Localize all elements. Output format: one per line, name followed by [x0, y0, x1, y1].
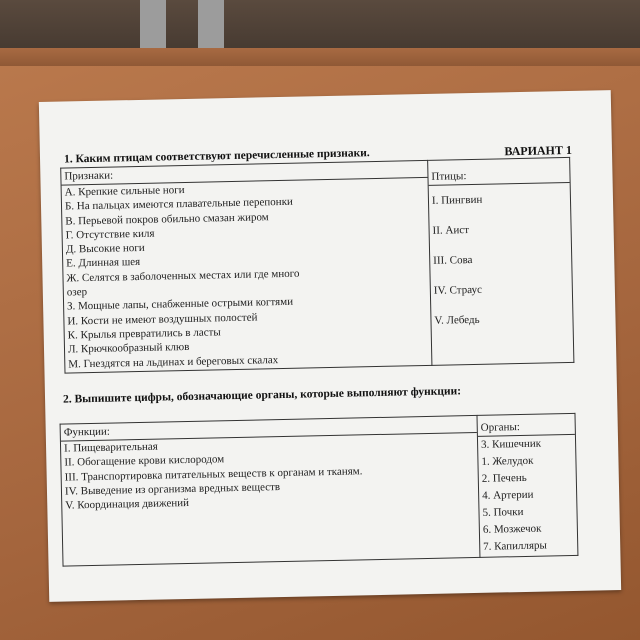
task1-title: 1. Каким птицам соответствуют перечисленные признаки. [63, 147, 370, 166]
feature-item: Д. Высокие ноги [65, 242, 145, 256]
feature-item: М. Гнездятся на льдинах и береговых скалах [68, 353, 279, 371]
organs-column [477, 413, 578, 557]
feature-item: В. Перьевой покров обильно смазан жиром [65, 210, 269, 228]
organ-item: 7. Капилляры [483, 539, 547, 553]
function-item: III. Транспортировка питательных веществ к органам и тканям. [64, 464, 363, 484]
worksheet [39, 90, 621, 602]
organ-item: 5. Почки [482, 505, 524, 519]
features-column [61, 160, 432, 373]
function-item: IV. Выведение из организма вредных веществ [64, 480, 281, 498]
feature-item: Е. Длинная шея [66, 256, 141, 270]
organ-item: 6. Мозжечок [482, 522, 542, 536]
bird-item: V. Лебедь [434, 313, 480, 327]
function-item: I. Пищеварительная [63, 440, 158, 455]
task1-table [60, 157, 574, 373]
function-item: II. Обогащение крови кислородом [64, 453, 225, 469]
bird-item: I. Пингвин [431, 193, 483, 207]
organ-item: 4. Артерии [482, 488, 534, 502]
birds-column [428, 157, 574, 365]
organs-header: Органы: [480, 421, 521, 434]
bird-item: III. Сова [433, 253, 473, 267]
feature-item: К. Крылья превратились в ласты [67, 326, 221, 342]
birds-header: Птицы: [431, 170, 467, 183]
feature-item: Г. Отсутствие киля [65, 227, 155, 242]
feature-item: Ж. Селятся в заболоченных местах или где много [66, 267, 300, 285]
function-item: V. Координация движений [65, 497, 190, 512]
feature-item: А. Крепкие сильные ноги [64, 184, 185, 199]
task2-table [60, 413, 579, 567]
organ-item: 3. Кишечник [480, 437, 542, 451]
feature-item: И. Кости не имеют воздушных полостей [67, 311, 258, 328]
features-header: Признаки: [64, 169, 114, 183]
variant-label: ВАРИАНТ 1 [504, 142, 573, 159]
feature-item: З. Мощные лапы, снабженные острыми когтями [66, 296, 294, 313]
bird-item: II. Аист [432, 224, 470, 237]
organ-item: 2. Печень [481, 471, 527, 485]
functions-header: Функции: [63, 425, 111, 439]
functions-column [60, 415, 480, 566]
feature-item: озер [66, 286, 88, 299]
bird-item: IV. Страус [433, 283, 483, 297]
task2-title: 2. Выпишите цифры, обозначающие органы, которые выполняют функции: [62, 385, 462, 406]
organ-item: 1. Желудок [481, 454, 534, 468]
feature-item: Л. Крючкообразный клюв [67, 341, 190, 356]
feature-item: Б. На пальцах имеются плавательные перепонки [64, 196, 293, 213]
